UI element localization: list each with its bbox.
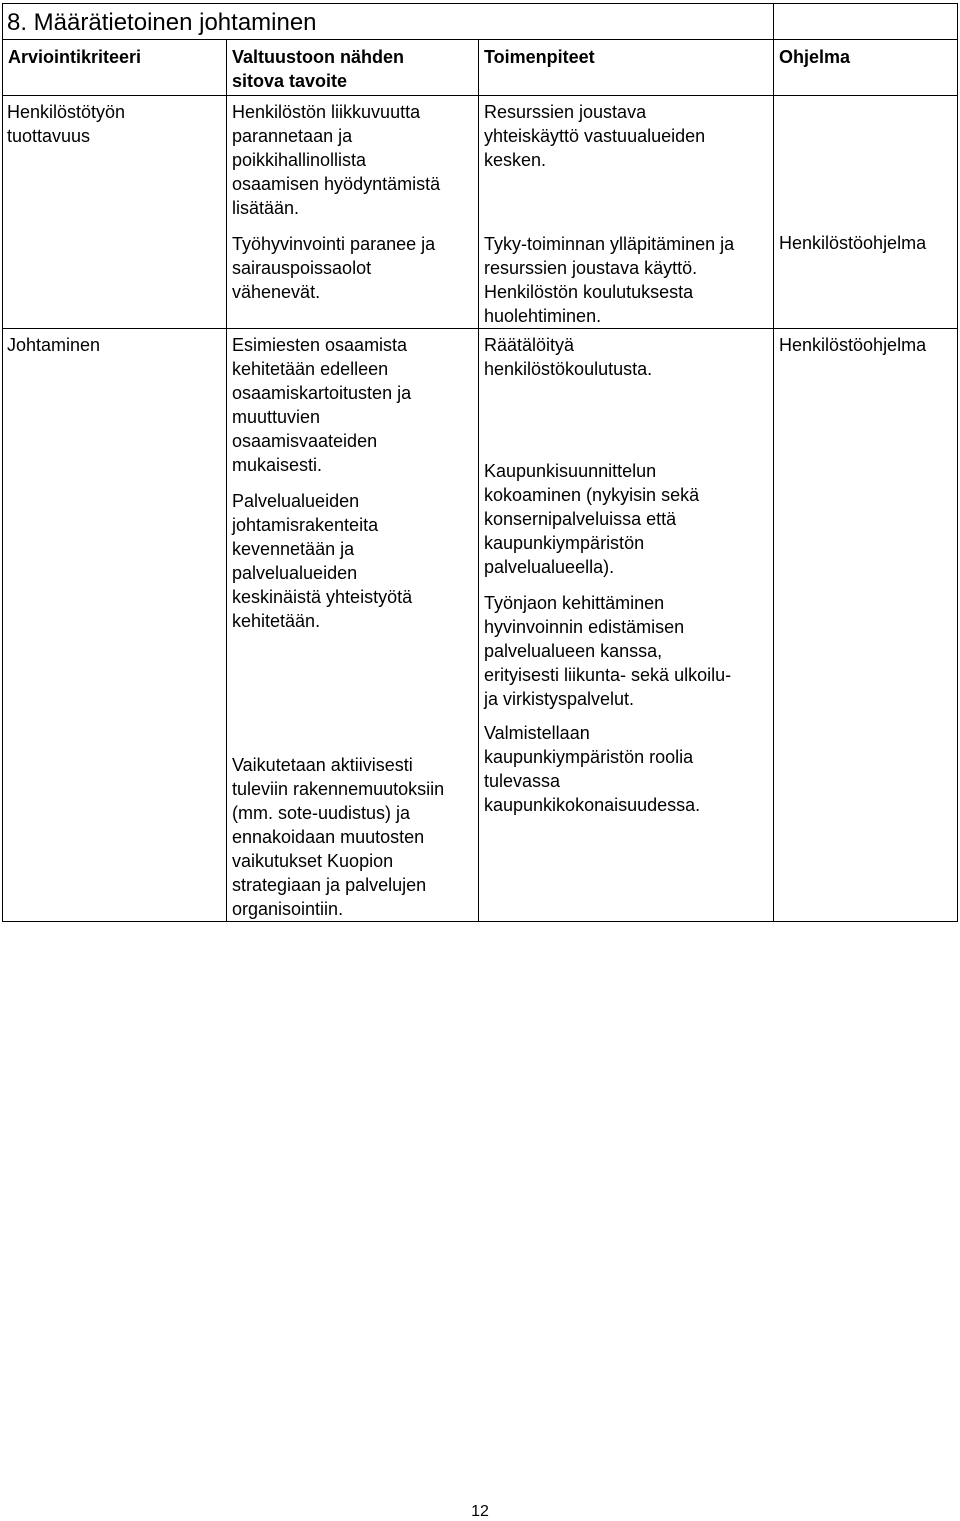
criteria-cell: Johtaminen: [3, 329, 227, 922]
goal-cell: [227, 96, 479, 329]
header-criteria: Arviointikriteeri: [3, 40, 227, 96]
table-row: [3, 329, 958, 922]
goal-text: Henkilöstön liikkuvuutta parannetaan ja poikkihallinollista osaamisen hyödyntämistä lisätään.: [232, 102, 441, 218]
page-title: 8. Määrätietoinen johtaminen: [3, 4, 774, 40]
header-program: Ohjelma: [774, 40, 958, 96]
program-cell: Henkilöstöohjelma: [774, 329, 958, 922]
program-text: Henkilöstöohjelma: [779, 233, 927, 253]
title-empty-cell: [774, 4, 958, 40]
criteria-cell: Henkilöstötyön tuottavuus: [3, 96, 227, 329]
action-text: Valmistellaan kaupunkiympäristön roolia tulevassa kaupunkikokonaisuudessa.: [484, 723, 701, 815]
program-cell: [774, 96, 958, 329]
strategy-table: [2, 3, 958, 922]
action-text: Kaupunkisuunnittelun kokoaminen (nykyisin sekä konsernipalveluissa että kaupunkiympäristön palvelualueella).: [484, 461, 700, 577]
goal-text: Vaikutetaan aktiivisesti tuleviin rakennemuutoksiin (mm. sote-uudistus) ja ennakoidaan muutosten vaikutukset Kuopion strategiaan ja palvelujen organisointiin.: [232, 755, 445, 919]
action-text: Tyky-toiminnan ylläpitäminen ja resurssien joustava käyttö. Henkilöstön koulutuksesta huolehtiminen.: [484, 234, 735, 326]
table-row: [3, 96, 958, 329]
header-actions: Toimenpiteet: [479, 40, 774, 96]
header-row: [3, 40, 958, 96]
goal-text: Työhyvinvointi paranee ja sairauspoissaolot vähenevät.: [232, 234, 436, 302]
actions-cell: [479, 329, 774, 922]
goal-text: Palvelualueiden johtamisrakenteita kevennetään ja palvelualueiden keskinäistä yhteistyötä kehitetään.: [232, 491, 413, 631]
title-row: [3, 4, 958, 40]
goal-text: Esimiesten osaamista kehitetään edelleen osaamiskartoitusten ja muuttuvien osaamisvaateiden mukaisesti.: [232, 335, 412, 475]
page-number: 12: [471, 1503, 489, 1520]
action-text: Työnjaon kehittäminen hyvinvoinnin edistämisen palvelualueen kanssa, erityisesti liikunta- sekä ulkoilu- ja virkistyspalvelut.: [484, 593, 732, 709]
goal-cell: [227, 329, 479, 922]
actions-cell: [479, 96, 774, 329]
action-text: Räätälöityä henkilöstökoulutusta.: [484, 335, 653, 379]
header-goal: Valtuustoon nähden sitova tavoite: [227, 40, 479, 96]
action-text: Resurssien joustava yhteiskäyttö vastuualueiden kesken.: [484, 102, 706, 170]
